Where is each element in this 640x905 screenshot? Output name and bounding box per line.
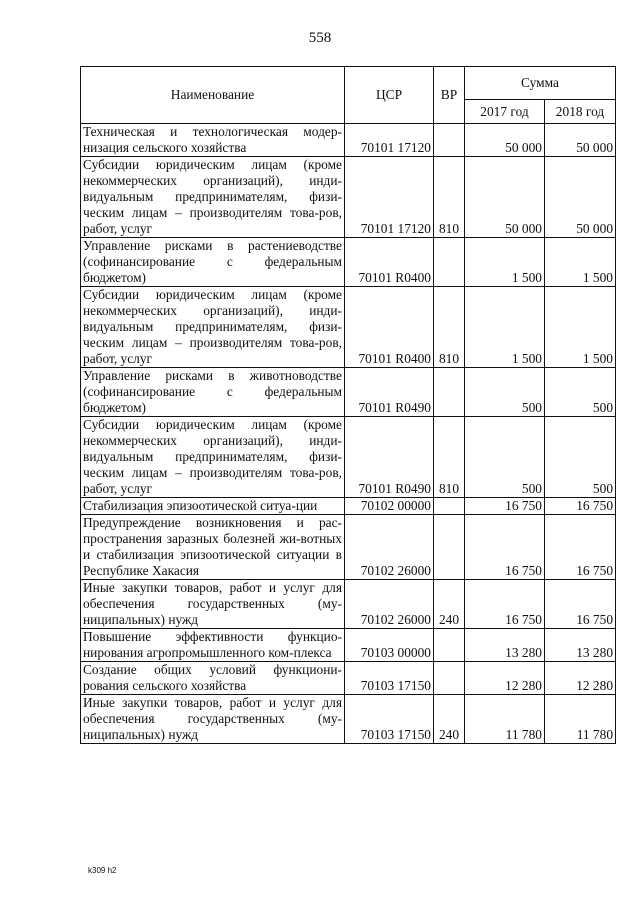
row-name-cell: Субсидии юридическим лицам (кроме некоммерческих организаций), инди-видуальным предпринимателям, физи-ческим лицам – производителям това-ров, работ, услуг [81,417,345,498]
row-vr-cell [434,515,465,580]
row-sum-2018-cell: 500 [545,417,616,498]
table-row [81,157,616,238]
table-header [81,67,616,124]
table-row [81,695,616,744]
page-number: 558 [308,30,332,46]
row-csr-cell: 70101 R0490 [345,417,434,498]
row-csr-cell: 70101 R0400 [345,238,434,287]
row-csr-cell: 70102 26000 [345,580,434,629]
header-year-2018: 2018 год [545,100,616,124]
row-name-cell: Субсидии юридическим лицам (кроме некоммерческих организаций), инди-видуальным предпринимателям, физи-ческим лицам – производителям това-ров, работ, услуг [81,157,345,238]
row-sum-2018-cell: 11 780 [545,695,616,744]
row-sum-2018-cell: 16 750 [545,580,616,629]
row-sum-2018-cell: 500 [545,368,616,417]
row-sum-2018-cell: 16 750 [545,498,616,515]
row-vr-cell: 810 [434,417,465,498]
table-row [81,662,616,695]
row-name-cell: Повышение эффективности функцио-нирования агропромышленного ком-плекса [81,629,345,662]
table-row [81,498,616,515]
table-row [81,580,616,629]
row-sum-2018-cell: 13 280 [545,629,616,662]
row-csr-cell: 70102 00000 [345,498,434,515]
budget-table [80,66,616,744]
row-name-cell: Субсидии юридическим лицам (кроме некоммерческих организаций), инди-видуальным предпринимателям, физи-ческим лицам – производителям това-ров, работ, услуг [81,287,345,368]
row-sum-2017-cell: 13 280 [465,629,545,662]
row-name-cell: Предупреждение возникновения и рас-пространения заразных болезней жи-вотных и стабилизация эпизоотической ситуации в Республике Хакасия [81,515,345,580]
row-sum-2017-cell: 1 500 [465,238,545,287]
row-vr-cell [434,629,465,662]
row-csr-cell: 70103 17150 [345,662,434,695]
row-sum-2018-cell: 1 500 [545,238,616,287]
header-year-2017: 2017 год [465,100,545,124]
table-row [81,368,616,417]
row-vr-cell: 240 [434,580,465,629]
row-sum-2017-cell: 11 780 [465,695,545,744]
table-row [81,417,616,498]
table-row [81,629,616,662]
row-csr-cell: 70102 26000 [345,515,434,580]
row-vr-cell [434,368,465,417]
row-sum-2018-cell: 1 500 [545,287,616,368]
row-vr-cell [434,238,465,287]
row-csr-cell: 70101 R0490 [345,368,434,417]
row-name-cell: Управление рисками в растениеводстве (софинансирование с федеральным бюджетом) [81,238,345,287]
row-sum-2017-cell: 50 000 [465,124,545,157]
row-sum-2017-cell: 12 280 [465,662,545,695]
row-vr-cell [434,498,465,515]
row-csr-cell: 70101 17120 [345,157,434,238]
table-row [81,287,616,368]
row-sum-2017-cell: 1 500 [465,287,545,368]
table-row [81,515,616,580]
row-sum-2018-cell: 12 280 [545,662,616,695]
header-name: Наименование [81,67,345,124]
row-name-cell: Иные закупки товаров, работ и услуг для обеспечения государственных (му-ниципальных) нужд [81,580,345,629]
table-row [81,124,616,157]
row-name-cell: Создание общих условий функциони-рования сельского хозяйства [81,662,345,695]
row-sum-2017-cell: 500 [465,417,545,498]
row-name-cell: Иные закупки товаров, работ и услуг для обеспечения государственных (му-ниципальных) нужд [81,695,345,744]
row-name-cell: Стабилизация эпизоотической ситуа-ции [81,498,345,515]
row-sum-2017-cell: 50 000 [465,157,545,238]
header-csr: ЦСР [345,67,434,124]
row-csr-cell: 70101 17120 [345,124,434,157]
row-sum-2018-cell: 50 000 [545,157,616,238]
row-sum-2017-cell: 16 750 [465,498,545,515]
row-vr-cell [434,662,465,695]
row-sum-2017-cell: 16 750 [465,515,545,580]
row-csr-cell: 70101 R0400 [345,287,434,368]
row-csr-cell: 70103 17150 [345,695,434,744]
row-sum-2018-cell: 16 750 [545,515,616,580]
row-vr-cell: 810 [434,287,465,368]
row-name-cell: Управление рисками в животноводстве (софинансирование с федеральным бюджетом) [81,368,345,417]
row-vr-cell: 810 [434,157,465,238]
row-sum-2017-cell: 16 750 [465,580,545,629]
header-sum: Сумма [465,67,616,100]
table-row [81,238,616,287]
row-csr-cell: 70103 00000 [345,629,434,662]
footer-code: k309 h2 [88,866,117,875]
row-vr-cell: 240 [434,695,465,744]
row-sum-2018-cell: 50 000 [545,124,616,157]
row-vr-cell [434,124,465,157]
row-name-cell: Техническая и технологическая модер-низация сельского хозяйства [81,124,345,157]
row-sum-2017-cell: 500 [465,368,545,417]
table-body [81,124,616,744]
header-vr: ВР [434,67,465,124]
